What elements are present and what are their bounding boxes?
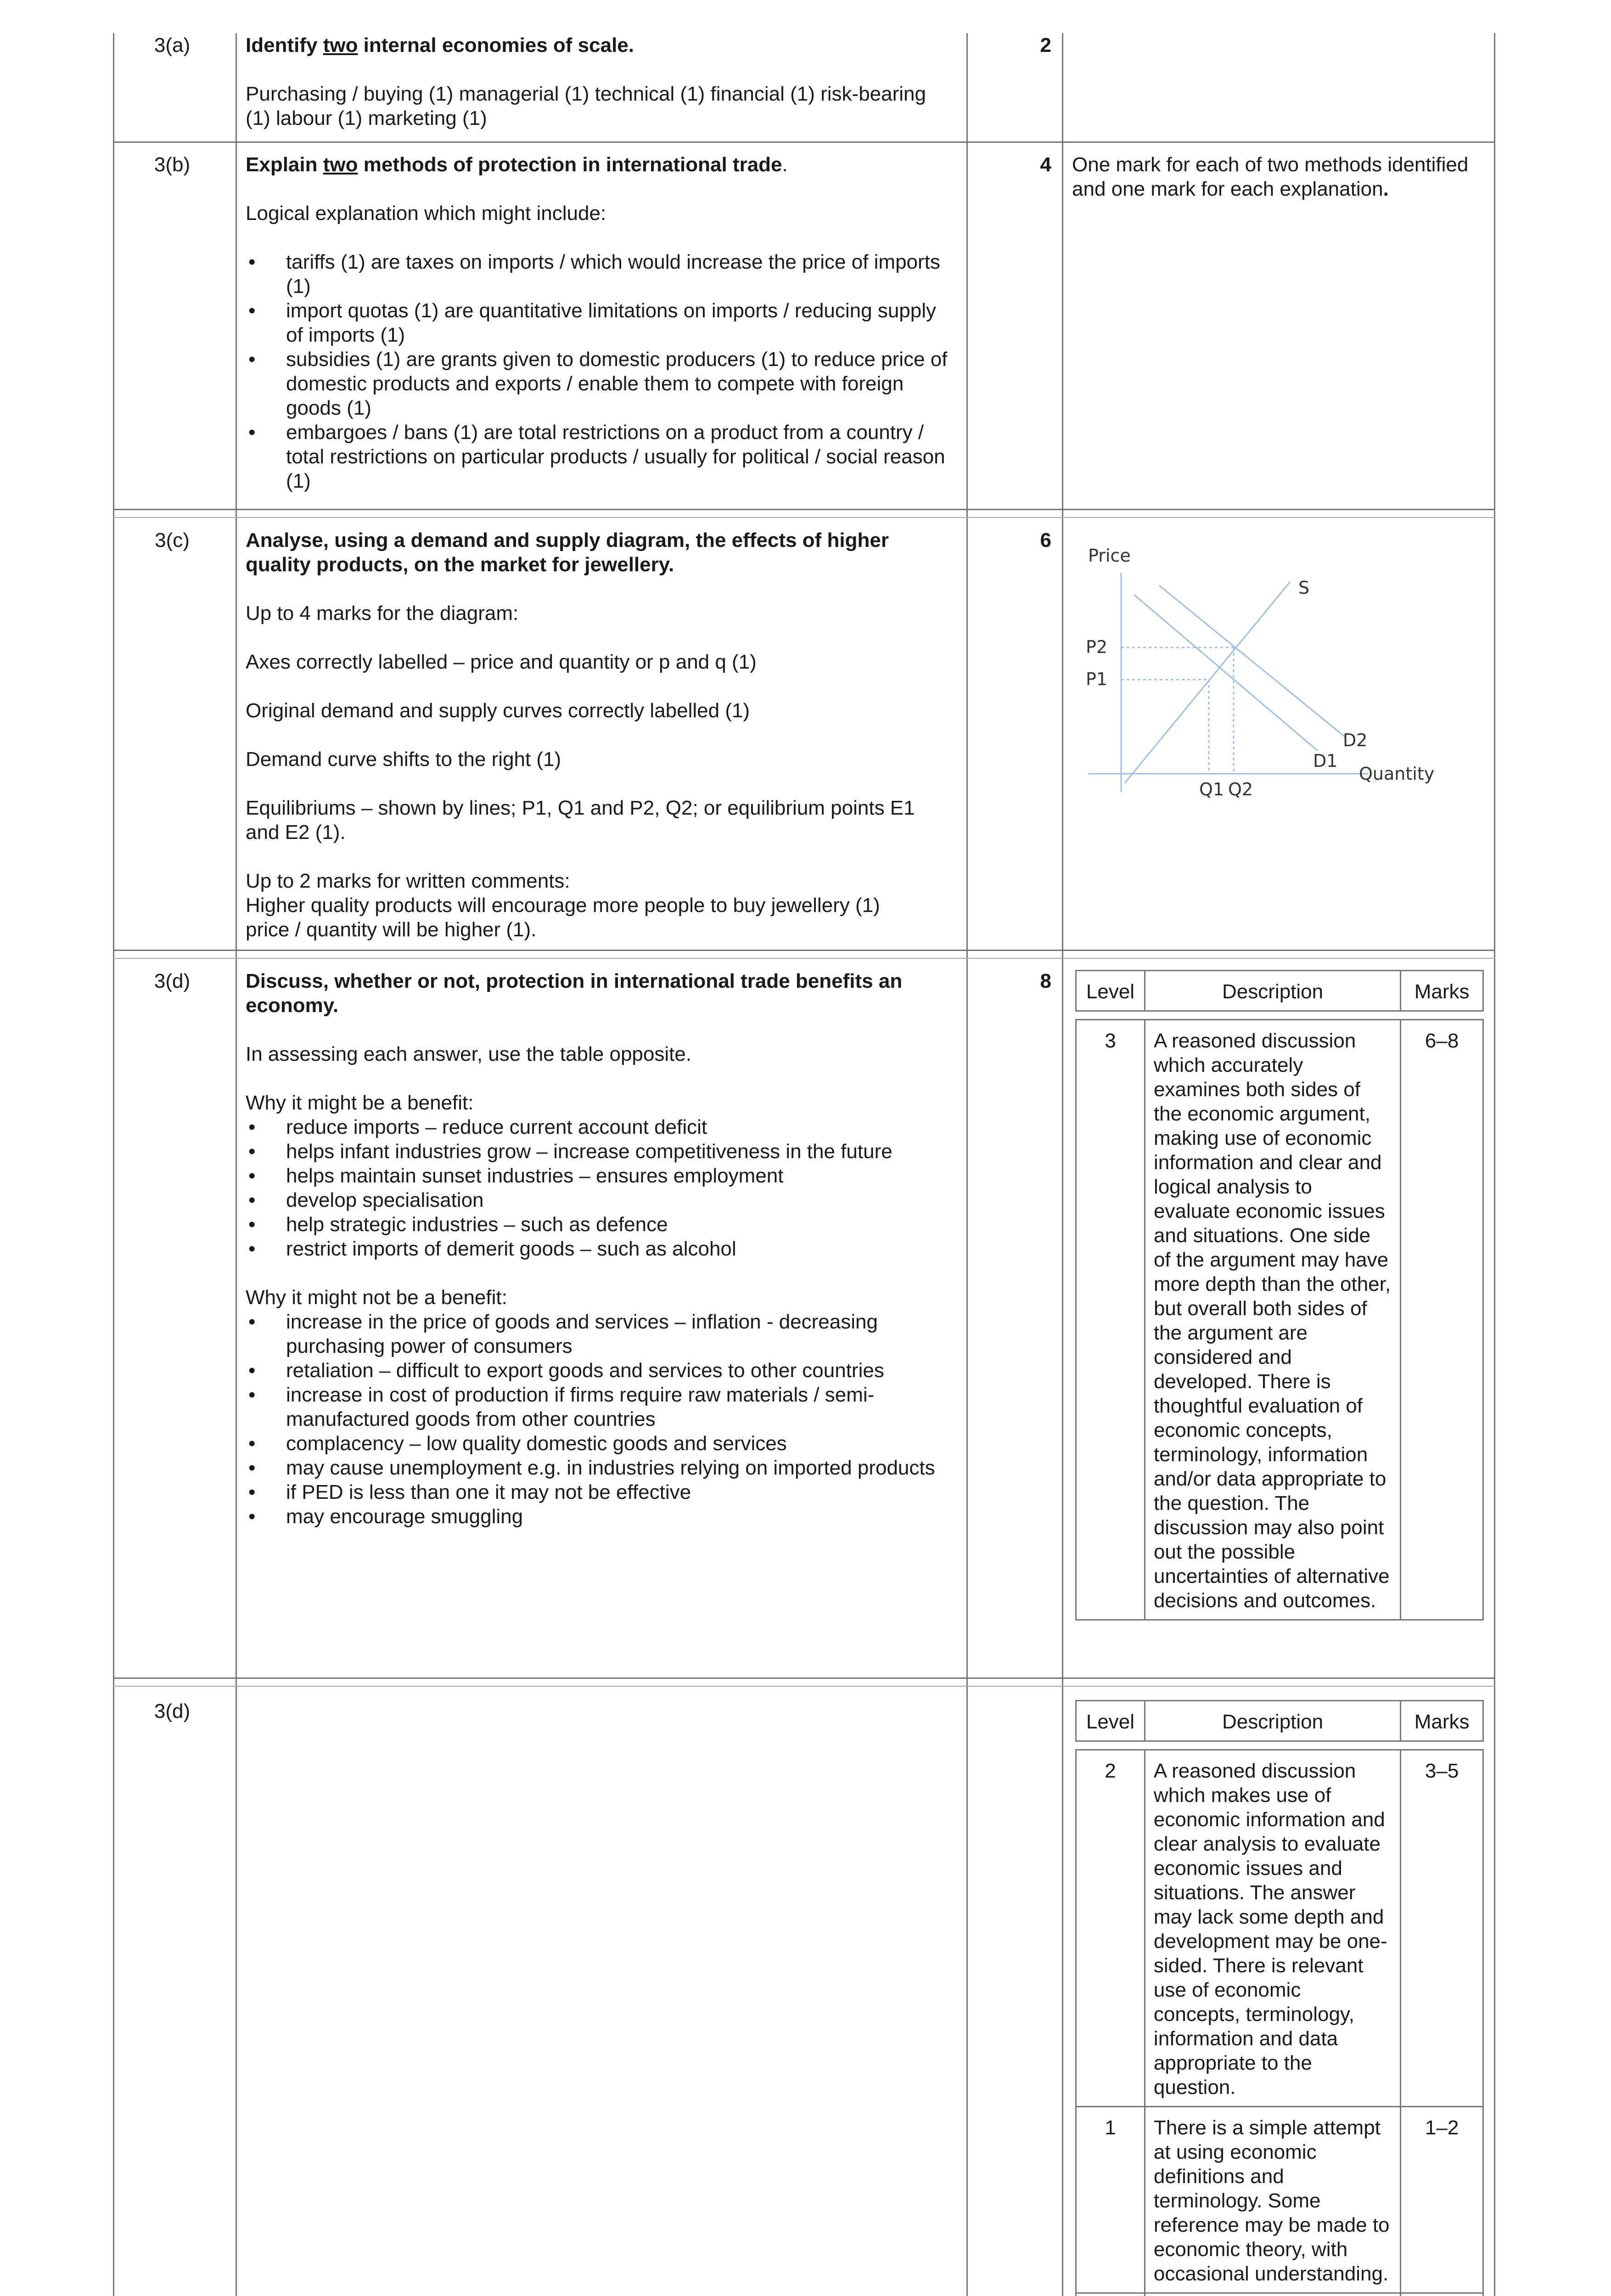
list-item: • develop specialisation	[246, 1188, 950, 1212]
row-divider	[113, 1686, 1495, 1687]
table-divider-guidance	[1062, 33, 1063, 2296]
list-item: • may encourage smuggling	[246, 1504, 950, 1529]
benefit-list	[246, 1115, 950, 1261]
answer-paragraph: price / quantity will be higher (1).	[246, 918, 537, 941]
question-prompt: Identify two internal economies of scale.	[246, 34, 634, 56]
level-header: Level	[1076, 1701, 1145, 1741]
p2-label: P2	[1086, 637, 1108, 657]
question-3d-content	[246, 969, 950, 1529]
answer-paragraph: Higher quality products will encourage more people to buy jewellery (1)	[246, 894, 880, 917]
row-divider	[113, 958, 1495, 959]
demand-supply-diagram	[1079, 544, 1446, 810]
list-item: • complacency – low quality domestic goods and services	[246, 1431, 950, 1456]
marks-value: 4	[1040, 153, 1051, 176]
marks-cell: 1–2	[1401, 2107, 1483, 2293]
q2-label: Q2	[1228, 779, 1253, 799]
marks-cell: 6–8	[1401, 1020, 1483, 1620]
level-cell: 2	[1076, 1750, 1145, 2107]
p1-label: P1	[1086, 669, 1108, 689]
description-cell: A reasoned discussion which accurately examines both sides of the economic argument, making use of economic information and clear and logical analysis to evaluate economic issues and situations. One side of the argument may have more depth than the other, but overall both sides of the argument are considered and developed. There is thoughtful evaluation of economic concepts, terminology, information and/or data appropriate to the question. The discussion may also point out the possible uncertainties of alternative decisions and outcomes.	[1145, 1020, 1400, 1620]
answer-text: Purchasing / buying (1) managerial (1) technical (1) financial (1) risk-bearing (1) labour (1) marketing (1)	[246, 83, 926, 129]
d1-label: D1	[1313, 751, 1338, 771]
d2-label: D2	[1343, 730, 1368, 750]
supply-label: S	[1298, 578, 1310, 598]
answer-intro: In assessing each answer, use the table opposite.	[246, 1043, 692, 1065]
description-cell: There is a simple attempt at using economic definitions and terminology. Some reference may be made to economic theory, with occasional understanding.	[1145, 2107, 1400, 2293]
level-descriptor-table	[1075, 970, 1484, 1621]
demand-curve-d1	[1134, 595, 1318, 751]
table-border-right	[1494, 33, 1495, 2296]
marks-value: 2	[1040, 34, 1051, 56]
level-cell: 3	[1076, 1020, 1145, 1620]
supply-curve	[1125, 582, 1290, 783]
table-header-row	[1076, 1701, 1483, 1741]
marks-cell: 3–5	[1401, 1750, 1483, 2107]
question-number: 3(c)	[155, 529, 190, 551]
x-axis-label: Quantity	[1359, 764, 1435, 784]
table-row	[1076, 2293, 1483, 2296]
question-prompt: Explain two methods of protection in international trade.	[246, 153, 788, 176]
question-prompt: Discuss, whether or not, protection in international trade benefits an economy.	[246, 970, 903, 1017]
table-row	[1076, 1020, 1483, 1620]
list-item: • helps infant industries grow – increase competitiveness in the future	[246, 1139, 950, 1164]
level-cell: 1	[1076, 2107, 1145, 2293]
question-number: 3(b)	[154, 153, 191, 176]
not-benefit-list	[246, 1310, 950, 1529]
benefit-heading: Why it might be a benefit:	[246, 1092, 474, 1114]
list-item: • helps maintain sunset industries – ensures employment	[246, 1164, 950, 1188]
question-number: 3(a)	[154, 34, 191, 56]
table-border-left	[113, 33, 114, 2296]
table-divider-question	[236, 33, 237, 2296]
marks-cell	[1401, 2293, 1483, 2296]
table-row	[1076, 2107, 1483, 2293]
q1-label: Q1	[1199, 779, 1224, 799]
answer-paragraph: Equilibriums – shown by lines; P1, Q1 and P2, Q2; or equilibrium points E1 and E2 (1).	[246, 797, 915, 844]
level-descriptor-table	[1075, 1700, 1484, 2296]
description-header: Description	[1145, 1701, 1400, 1741]
list-item: • retaliation – difficult to export goods and services to other countries	[246, 1358, 950, 1383]
y-axis-label: Price	[1088, 546, 1131, 566]
answer-paragraph: Original demand and supply curves correctly labelled (1)	[246, 699, 750, 722]
list-item: • subsidies (1) are grants given to domestic producers (1) to reduce price of domestic products and exports / enable them to compete with foreign goods (1)	[246, 347, 950, 420]
list-item: • increase in the price of goods and services – inflation - decreasing purchasing power of consumers	[246, 1310, 950, 1358]
table-row	[1076, 1750, 1483, 2107]
question-number: 3(d)	[154, 970, 191, 992]
row-divider	[113, 1677, 1495, 1679]
guidance-text: One mark for each of two methods identified and one mark for each explanation.	[1072, 153, 1469, 200]
list-item: • help strategic industries – such as defence	[246, 1212, 950, 1237]
list-item: • if PED is less than one it may not be effective	[246, 1480, 950, 1504]
list-item: • increase in cost of production if firms require raw materials / semi-manufactured goods from other countries	[246, 1383, 950, 1431]
description-cell	[1145, 2293, 1400, 2296]
level-header: Level	[1076, 971, 1145, 1011]
row-divider	[113, 517, 1495, 518]
row-divider	[113, 141, 1495, 143]
description-header: Description	[1145, 971, 1400, 1011]
list-item: • may cause unemployment e.g. in industries relying on imported products	[246, 1456, 950, 1480]
description-cell: A reasoned discussion which makes use of economic information and clear analysis to evaluate economic issues and situations. The answer may lack some depth and development may be one-sided. There is relevant use of economic concepts, terminology, information and data appropriate to the question.	[1145, 1750, 1400, 2107]
row-divider	[113, 509, 1495, 510]
list-item: • import quotas (1) are quantitative limitations on imports / reducing supply of imports (1)	[246, 298, 950, 347]
marks-value: 8	[1040, 970, 1051, 992]
answer-paragraph: Up to 4 marks for the diagram:	[246, 602, 519, 625]
list-item: • restrict imports of demerit goods – such as alcohol	[246, 1237, 950, 1261]
marks-header: Marks	[1401, 971, 1483, 1011]
list-item: • tariffs (1) are taxes on imports / which would increase the price of imports (1)	[246, 250, 950, 298]
marks-value: 6	[1040, 529, 1051, 551]
answer-paragraph: Axes correctly labelled – price and quantity or p and q (1)	[246, 651, 757, 673]
answer-paragraph: Up to 2 marks for written comments:	[246, 870, 570, 892]
question-3a-content	[246, 33, 950, 130]
answer-bullet-list	[246, 250, 950, 493]
not-benefit-heading: Why it might not be a benefit:	[246, 1286, 507, 1309]
question-3b-content	[246, 152, 950, 493]
demand-curve-d2	[1159, 585, 1345, 737]
table-divider-marks	[966, 33, 968, 2296]
row-divider	[113, 950, 1495, 951]
answer-intro: Logical explanation which might include:	[246, 202, 606, 225]
list-item: • embargoes / bans (1) are total restrictions on a product from a country / total restrictions on particular products / usually for political / social reason (1)	[246, 420, 950, 493]
question-3c-content	[246, 528, 950, 942]
marks-header: Marks	[1401, 1701, 1483, 1741]
question-number: 3(d)	[154, 1700, 191, 1722]
answer-paragraph: Demand curve shifts to the right (1)	[246, 748, 561, 771]
table-header-row	[1076, 971, 1483, 1011]
level-cell	[1076, 2293, 1145, 2296]
question-prompt: Analyse, using a demand and supply diagram, the effects of higher quality products, on the market for jewellery.	[246, 529, 889, 576]
list-item: • reduce imports – reduce current account deficit	[246, 1115, 950, 1139]
